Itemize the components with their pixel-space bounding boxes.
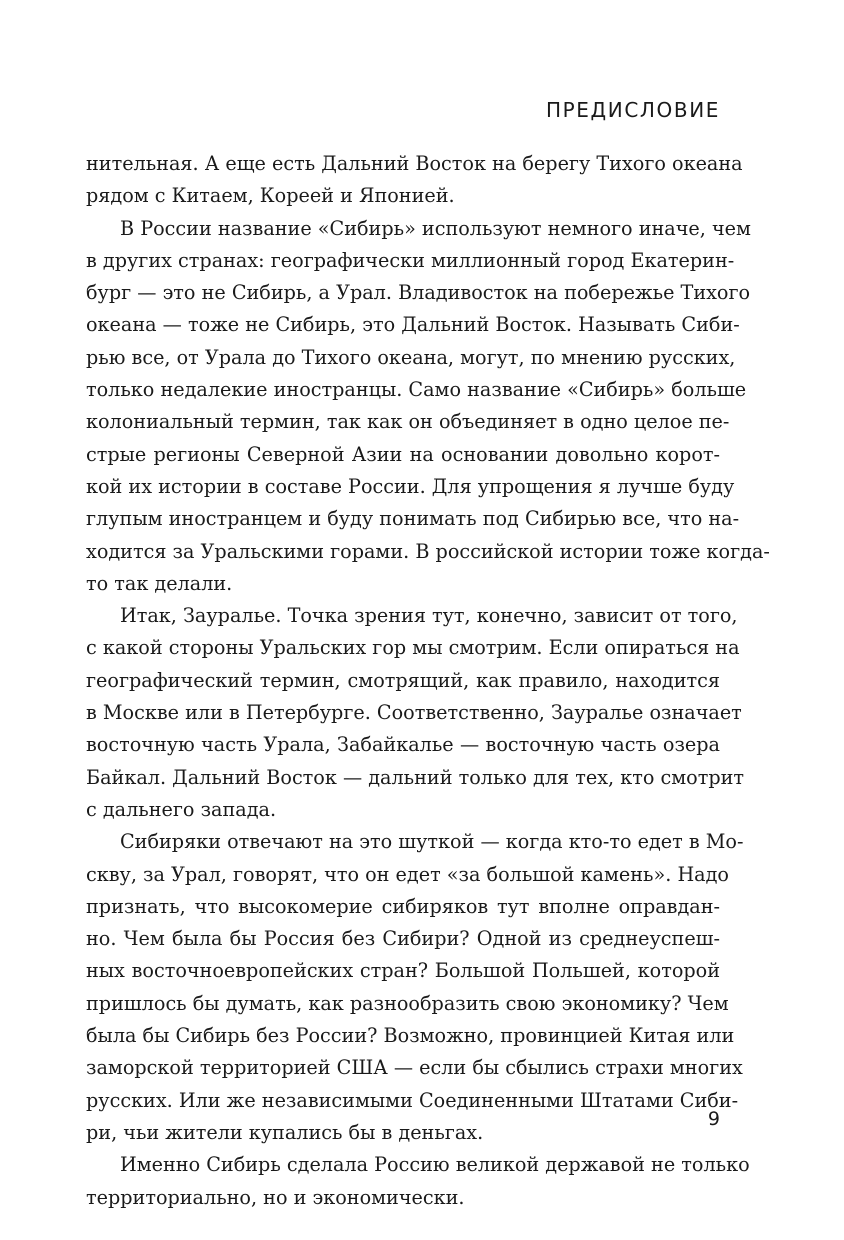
text-line: ных восточноевропейских стран? Большой Польшей, которой — [86, 959, 720, 983]
text-line: в Москве или в Петербурге. Соответственно, Зауралье означает — [86, 701, 742, 725]
text-line: пришлось бы думать, как разнообразить свою экономику? Чем — [86, 991, 729, 1015]
text-line: стрые регионы Северной Азии на основании довольно корот- — [86, 442, 720, 466]
text-line: Именно Сибирь сделала Россию великой державой не только — [120, 1153, 750, 1177]
text-line: ри, чьи жители купались бы в деньгах. — [86, 1120, 484, 1144]
text-line: с дальнего запада. — [86, 797, 277, 821]
text-line: заморской территорией США — если бы сбылись страхи многих — [86, 1056, 743, 1080]
text-line: рядом с Китаем, Кореей и Японией. — [86, 184, 455, 208]
text-line: географический термин, смотрящий, как правило, находится — [86, 668, 720, 692]
body-text — [86, 148, 770, 1214]
text-line: признать, что высокомерие сибиряков тут вполне оправдан- — [86, 894, 720, 918]
text-line: с какой стороны Уральских гор мы смотрим. Если опираться на — [86, 636, 740, 660]
text-line: но. Чем была бы Россия без Сибири? Одной из среднеуспеш- — [86, 927, 720, 951]
text-line: колониальный термин, так как он объединяет в одно целое пе- — [86, 410, 730, 434]
text-line: океана — тоже не Сибирь, это Дальний Восток. Называть Сиби- — [86, 313, 740, 337]
text-line: ходится за Уральскими горами. В российской истории тоже когда- — [86, 539, 770, 563]
text-line: скву, за Урал, говорят, что он едет «за большой камень». Надо — [86, 862, 729, 886]
text-line: бург — это не Сибирь, а Урал. Владивосток на побережье Тихого — [86, 281, 751, 305]
text-line: то так делали. — [86, 571, 233, 595]
text-line: Итак, Зауралье. Точка зрения тут, конечно, зависит от того, — [120, 604, 738, 628]
text-line: восточную часть Урала, Забайкалье — восточную часть озера — [86, 733, 720, 757]
text-line: Байкал. Дальний Восток — дальний только для тех, кто смотрит — [86, 765, 745, 789]
text-line: В России название «Сибирь» используют немного иначе, чем — [120, 216, 751, 240]
text-line: русских. Или же независимыми Соединенными Штатами Сиби- — [86, 1088, 739, 1112]
text-line: глупым иностранцем и буду понимать под Сибирью все, что на- — [86, 507, 740, 531]
text-line: кой их истории в составе России. Для упрощения я лучше буду — [86, 474, 735, 498]
text-line: была бы Сибирь без России? Возможно, провинцией Китая или — [86, 1024, 735, 1048]
text-line: только недалекие иностранцы. Само название «Сибирь» больше — [86, 378, 747, 402]
page-number: 9 — [707, 1108, 720, 1130]
text-line: нительная. А еще есть Дальний Восток на берегу Тихого океана — [86, 152, 743, 175]
running-header: ПРЕДИСЛОВИЕ — [546, 98, 720, 122]
text-line: Сибиряки отвечают на это шуткой — когда кто-то едет в Мо- — [120, 830, 744, 854]
text-line: в других странах: географически миллионный город Екатерин- — [86, 248, 735, 272]
text-line: территориально, но и экономически. — [86, 1185, 465, 1209]
text-line: рью все, от Урала до Тихого океана, могут, по мнению русских, — [86, 345, 736, 369]
